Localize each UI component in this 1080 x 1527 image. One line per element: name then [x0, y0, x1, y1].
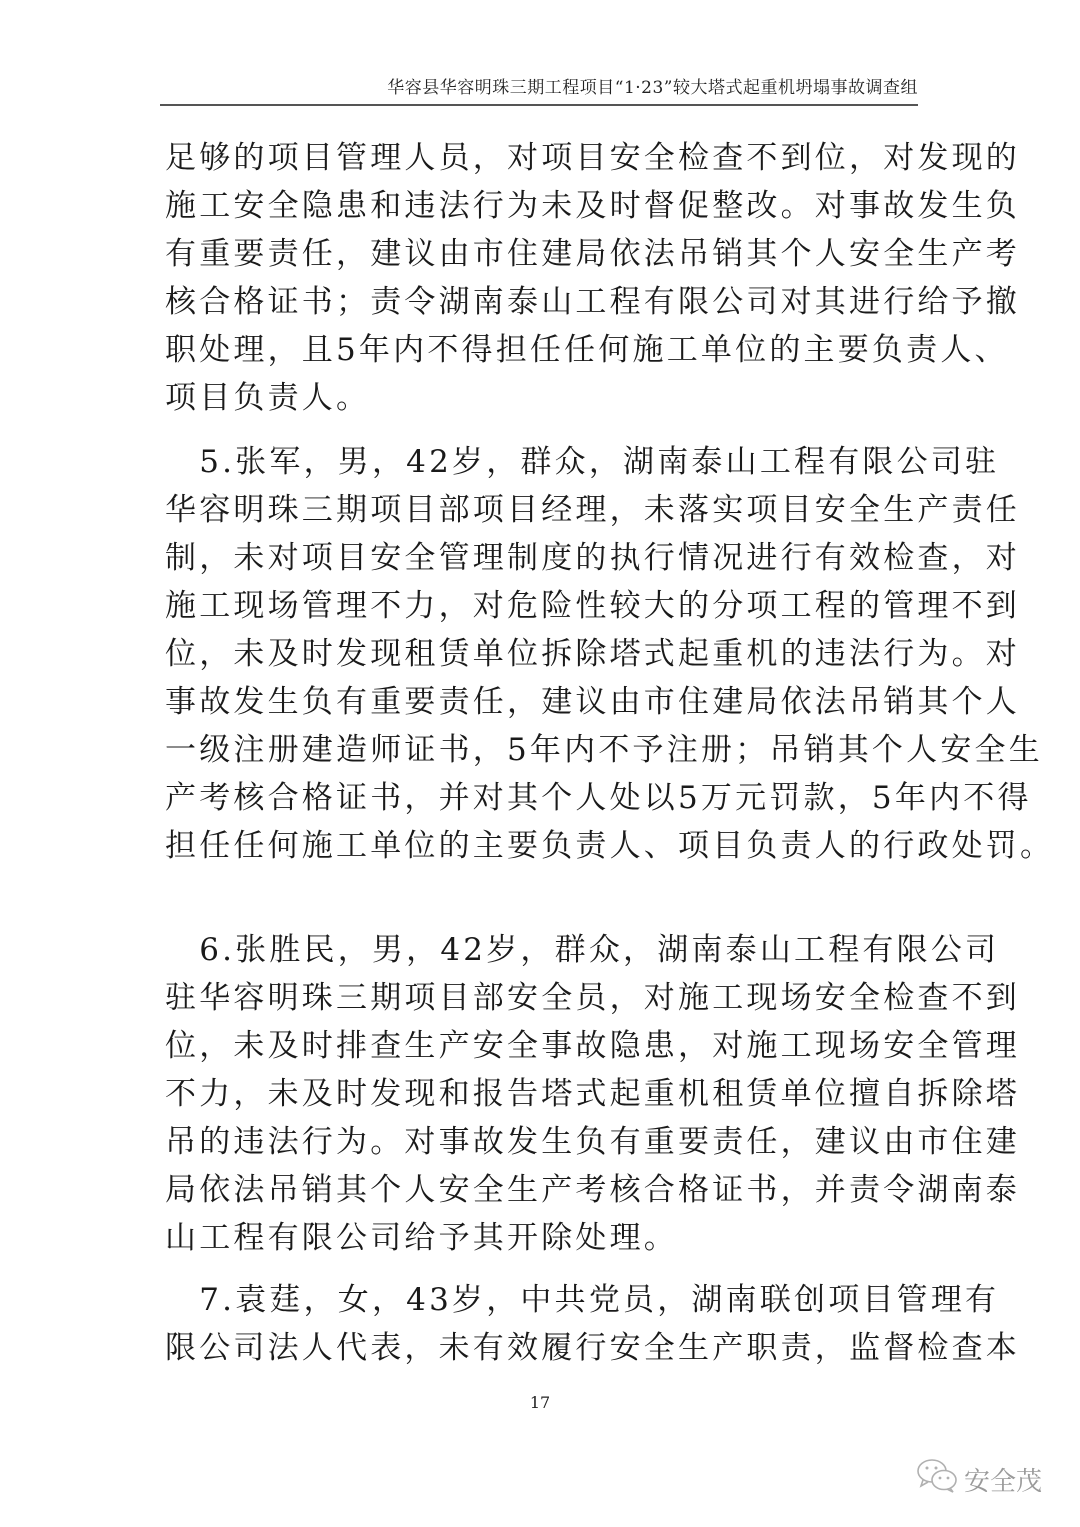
text-line: 不力，未及时发现和报告塔式起重机租赁单位擅自拆除塔	[165, 1076, 1020, 1112]
running-header	[160, 76, 918, 106]
text-line: 产考核合格证书，并对其个人处以5万元罚款，5年内不得	[165, 780, 1032, 816]
text-line: 驻华容明珠三期项目部安全员，对施工现场安全检查不到	[165, 980, 1020, 1016]
text-line: 事故发生负有重要责任，建议由市住建局依法吊销其个人	[165, 684, 1020, 720]
text-line: 一级注册建造师证书，5年内不予注册；吊销其个人安全生	[165, 732, 1043, 768]
watermark	[916, 1458, 1042, 1501]
text-line: 华容明珠三期项目部项目经理，未落实项目安全生产责任	[165, 492, 1020, 528]
text-line: 5.张军，男，42岁，群众，湖南泰山工程有限公司驻	[165, 444, 1000, 480]
text-line: 7.袁莛，女，43岁，中共党员，湖南联创项目管理有	[165, 1282, 1000, 1318]
text-line: 山工程有限公司给予其开除处理。	[165, 1220, 678, 1256]
document-title: 华容县华容明珠三期工程项目“1·23”较大塔式起重机坍塌事故调查组	[387, 78, 918, 98]
text-line: 局依法吊销其个人安全生产考核合格证书，并责令湖南泰	[165, 1172, 1020, 1208]
text-line: 项目负责人。	[165, 380, 371, 416]
text-line: 制，未对项目安全管理制度的执行情况进行有效检查，对	[165, 540, 1020, 576]
watermark-text: 安全茂	[964, 1467, 1043, 1497]
text-line: 限公司法人代表，未有效履行安全生产职责，监督检查本	[165, 1330, 1020, 1366]
text-line: 6.张胜民，男，42岁，群众，湖南泰山工程有限公司	[165, 932, 1000, 968]
text-line: 位，未及时发现租赁单位拆除塔式起重机的违法行为。对	[165, 636, 1020, 672]
text-line: 担任任何施工单位的主要负责人、项目负责人的行政处罚。	[165, 828, 1055, 864]
text-line: 核合格证书；责令湖南泰山工程有限公司对其进行给予撤	[165, 284, 1020, 320]
page-number: 17	[529, 1393, 551, 1412]
wechat-icon	[916, 1458, 958, 1501]
text-line: 吊的违法行为。对事故发生负有重要责任，建议由市住建	[165, 1124, 1020, 1160]
text-line: 职处理，且5年内不得担任任何施工单位的主要负责人、	[165, 332, 1009, 368]
text-line: 施工安全隐患和违法行为未及时督促整改。对事故发生负	[165, 188, 1020, 224]
text-line: 位，未及时排查生产安全事故隐患，对施工现场安全管理	[165, 1028, 1020, 1064]
text-line: 施工现场管理不力，对危险性较大的分项工程的管理不到	[165, 588, 1020, 624]
text-line: 有重要责任，建议由市住建局依法吊销其个人安全生产考	[165, 236, 1020, 272]
text-line: 足够的项目管理人员，对项目安全检查不到位，对发现的	[165, 140, 1020, 176]
